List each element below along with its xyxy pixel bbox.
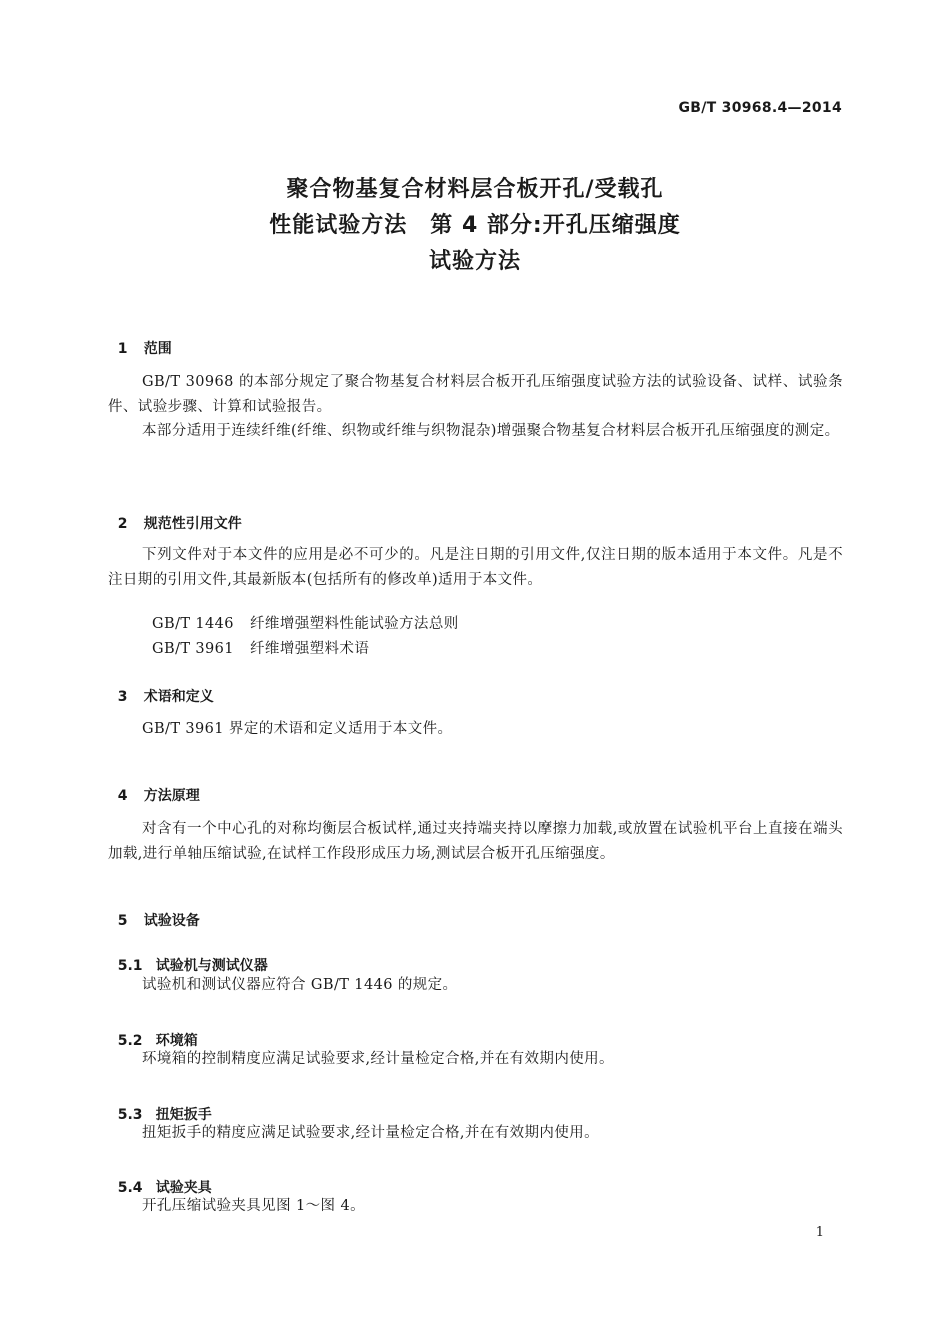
section-title: 规范性引用文件 [143,516,242,532]
section-number: 1 [117,341,128,357]
reference-code: GB/T 1446 [152,616,234,632]
subsection-number: 5.3 [117,1107,143,1123]
section-5-heading [108,894,200,930]
section-title: 术语和定义 [143,689,214,705]
title-line-3: 试验方法 [428,249,521,274]
subsection-5-3-heading [108,1088,212,1124]
section-1-paragraph-1: GB/T 30968 的本部分规定了聚合物基复合材料层合板开孔压缩强度试验方法的试验设备、试样、试验条件、试验步骤、计算和试验报告。 [108,374,843,415]
section-2-heading [108,497,242,533]
section-3-heading [108,670,214,706]
section-number: 5 [117,913,128,929]
section-1-heading [108,322,172,358]
subsection-5-2-heading [108,1014,198,1050]
title-line-2: 性能试验方法 第 4 部分:开孔压缩强度 [269,213,681,238]
reference-item [142,621,369,658]
subsection-title: 环境箱 [155,1033,198,1049]
subsection-5-2-paragraph: 环境箱的控制精度应满足试验要求,经计量检定合格,并在有效期内使用。 [142,1051,614,1067]
document-title [0,172,950,280]
section-title: 试验设备 [143,913,200,929]
subsection-number: 5.2 [117,1033,143,1049]
section-2-paragraph-1: 下列文件对于本文件的应用是必不可少的。凡是注日期的引用文件,仅注日期的版本适用于本文件。凡是不注日期的引用文件,其最新版本(包括所有的修改单)适用于本文件。 [108,547,843,588]
section-number: 2 [117,516,128,532]
standard-code: GB/T 30968.4—2014 [678,100,842,116]
section-4-heading [108,769,200,805]
subsection-5-1-paragraph: 试验机和测试仪器应符合 GB/T 1446 的规定。 [142,977,458,993]
section-number: 4 [117,788,128,804]
reference-title: 纤维增强塑料性能试验方法总则 [250,616,459,632]
subsection-5-4-heading [108,1161,212,1197]
section-number: 3 [117,689,128,705]
section-1-paragraph-2: 本部分适用于连续纤维(纤维、织物或纤维与织物混杂)增强聚合物基复合材料层合板开孔压缩强度的测定。 [142,423,840,439]
subsection-5-1-heading [108,939,268,975]
subsection-title: 试验夹具 [155,1180,212,1196]
section-title: 方法原理 [143,788,200,804]
section-title: 范围 [143,341,172,357]
subsection-5-3-paragraph: 扭矩扳手的精度应满足试验要求,经计量检定合格,并在有效期内使用。 [142,1125,600,1141]
page-number: 1 [815,1225,824,1240]
subsection-title: 扭矩扳手 [155,1107,212,1123]
subsection-number: 5.1 [117,958,143,974]
subsection-number: 5.4 [117,1180,143,1196]
subsection-title: 试验机与测试仪器 [155,958,268,974]
reference-title: 纤维增强塑料术语 [250,641,370,657]
reference-code: GB/T 3961 [152,641,234,657]
section-4-paragraph-1: 对含有一个中心孔的对称均衡层合板试样,通过夹持端夹持以摩擦力加载,或放置在试验机平台上直接在端头加载,进行单轴压缩试验,在试样工作段形成压力场,测试层合板开孔压缩强度。 [108,821,843,862]
section-3-paragraph-1: GB/T 3961 界定的术语和定义适用于本文件。 [142,721,453,737]
subsection-5-4-paragraph: 开孔压缩试验夹具见图 1～图 4。 [142,1198,365,1214]
title-line-1: 聚合物基复合材料层合板开孔/受载孔 [286,177,664,202]
